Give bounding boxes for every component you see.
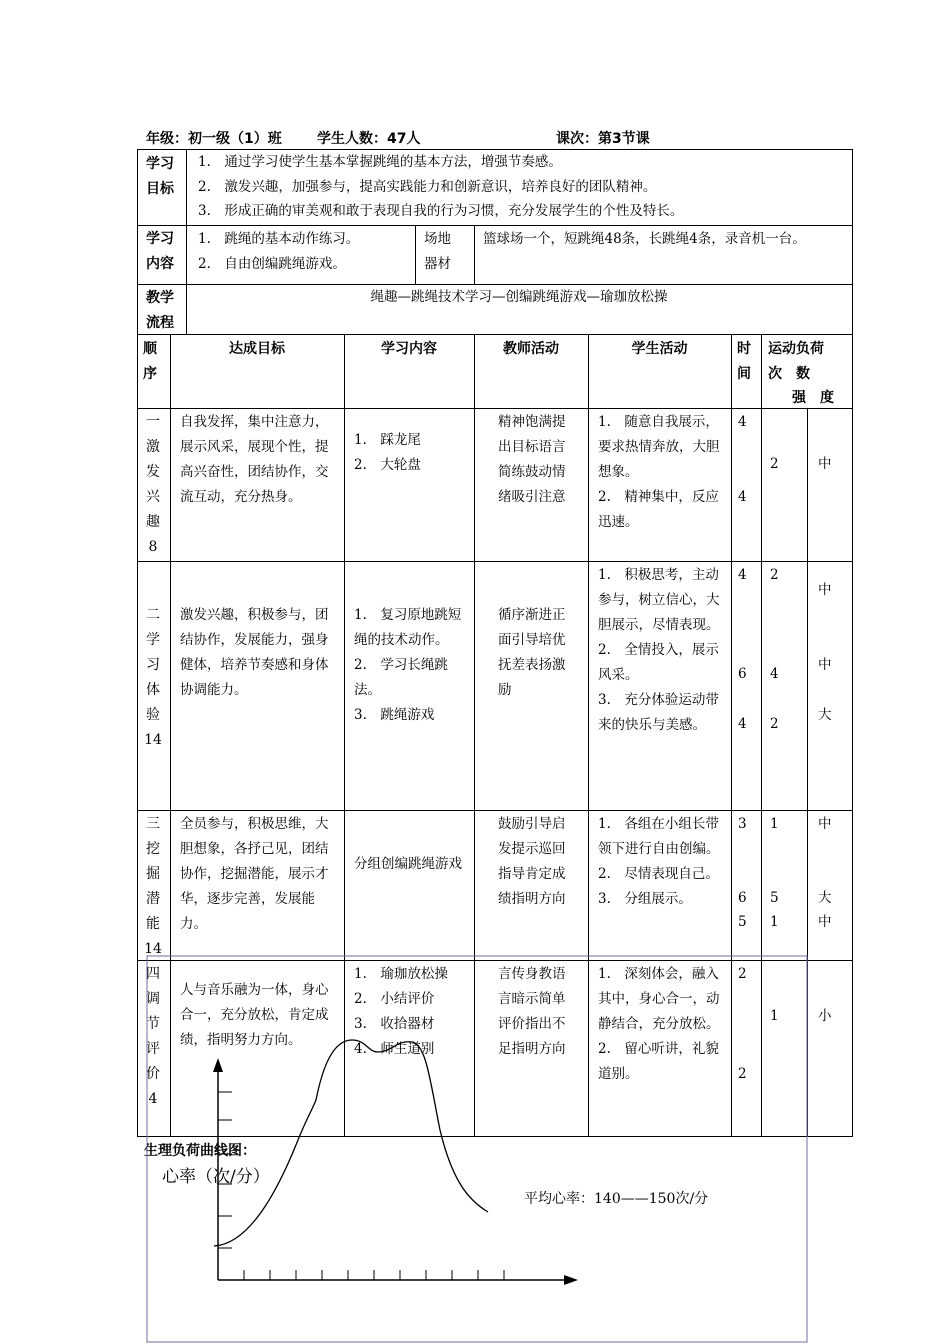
venue-text: 篮球场一个，短跳绳48条，长跳绳4条，录音机一台。 xyxy=(483,231,806,247)
col-teacher: 教师活动 xyxy=(503,341,559,357)
row2-intensity: 中 xyxy=(818,582,832,598)
col-time: 时间 xyxy=(737,341,751,382)
row3-intensity: 中 xyxy=(818,914,832,930)
row2-intensity: 大 xyxy=(818,707,832,723)
row4-student-item: 1. 深刻体会，融入其中，身心合一，动静结合，充分放松。 xyxy=(598,966,720,1032)
col-load-count: 次 数 xyxy=(768,366,810,382)
row2-goal: 激发兴趣，积极参与，团结协作，发展能力，强身健体，培养节奏感和身体协调能力。 xyxy=(180,607,329,698)
row3-student-item: 3. 分组展示。 xyxy=(598,891,692,907)
row2-intensity: 中 xyxy=(818,657,832,673)
col-load-intensity: 强 度 xyxy=(792,390,834,406)
row3-student-item: 2. 尽情表现自己。 xyxy=(598,866,719,882)
curve-title: 生理负荷曲线图： xyxy=(144,1143,256,1159)
row4-count: 1 xyxy=(770,1008,779,1024)
grade-label: 年级：初一级（1）班 xyxy=(146,131,282,147)
row1-intensity: 中 xyxy=(818,456,832,472)
row3-goal: 全员参与，积极思维，大胆想象，各抒己见，团结协作，挖掘潜能，展示才华，逐步完善，发展能力。 xyxy=(180,816,329,932)
row1-time: 4 xyxy=(738,489,747,505)
row2-student-item: 1. 积极思考，主动参与，树立信心，大胆展示，尽情表现。 xyxy=(598,567,720,633)
row3-count: 5 xyxy=(770,890,779,906)
row2-content-item: 1. 复习原地跳短绳的技术动作。 xyxy=(354,607,462,648)
row2-content-item: 3. 跳绳游戏 xyxy=(354,707,435,723)
row4-order: 四调节评价4 xyxy=(146,966,160,1107)
row4-content-item: 4. 师生道别 xyxy=(354,1041,435,1057)
row1-student-item: 2. 精神集中，反应迅速。 xyxy=(598,489,719,530)
y-axis-arrow xyxy=(213,1058,223,1072)
lesson-number: 课次：第3节课 xyxy=(556,131,650,147)
row2-order: 二学习体验14 xyxy=(144,607,162,748)
col-load: 运动负荷 xyxy=(768,341,824,357)
content-label: 学习内容 xyxy=(146,231,174,272)
col-goal: 达成目标 xyxy=(229,341,285,357)
x-axis-arrow xyxy=(564,1275,578,1285)
col-student: 学生活动 xyxy=(631,341,688,357)
col-content: 学习内容 xyxy=(381,341,437,357)
venue-label: 场地器材 xyxy=(424,231,451,272)
col-order: 顺序 xyxy=(143,341,157,382)
row2-content-item: 2. 学习长绳跳法。 xyxy=(354,657,448,698)
row4-student-item: 2. 留心听讲，礼貌道别。 xyxy=(598,1041,719,1082)
row3-student-item: 1. 各组在小组长带领下进行自由创编。 xyxy=(598,816,720,857)
row3-content-item: 分组创编跳绳游戏 xyxy=(354,856,462,872)
row2-time: 4 xyxy=(738,716,747,732)
row1-count: 2 xyxy=(770,456,779,472)
goal-item-1: 1. 通过学习使学生基本掌握跳绳的基本方法，增强节奏感。 xyxy=(198,154,562,170)
row1-content-item: 2. 大轮盘 xyxy=(354,457,421,473)
row4-time: 2 xyxy=(738,966,747,982)
student-count: 学生人数：47人 xyxy=(317,131,421,147)
row3-count: 1 xyxy=(770,816,779,832)
goal-item-3: 3. 形成正确的审美观和敢于表现自我的行为习惯，充分发展学生的个性及特长。 xyxy=(198,203,684,219)
content-item-2: 2. 自由创编跳绳游戏。 xyxy=(198,256,346,272)
row4-content-item: 3. 收拾器材 xyxy=(354,1016,435,1032)
flow-text: 绳趣—跳绳技术学习—创编跳绳游戏—瑜珈放松操 xyxy=(370,289,668,305)
row4-content-item: 1. 瑜珈放松操 xyxy=(354,966,448,982)
content-item-1: 1. 跳绳的基本动作练习。 xyxy=(198,231,360,247)
row3-time: 5 xyxy=(738,914,747,930)
curve-line xyxy=(214,1040,488,1246)
row3-intensity: 中 xyxy=(818,816,832,832)
row1-student-item: 1. 随意自我展示，要求热情奔放，大胆想象。 xyxy=(598,414,720,480)
row2-student-item: 3. 充分体验运动带来的快乐与美感。 xyxy=(598,692,719,733)
curve-frame xyxy=(147,956,807,1342)
goal-item-2: 2. 激发兴趣，加强参与，提高实践能力和创新意识，培养良好的团队精神。 xyxy=(198,179,657,195)
row2-time: 4 xyxy=(738,567,747,583)
row1-time: 4 xyxy=(738,414,747,430)
row2-count: 2 xyxy=(770,567,779,583)
row3-time: 3 xyxy=(738,816,747,832)
x-ticks xyxy=(244,1270,504,1280)
row4-goal: 人与音乐融为一体，身心合一，充分放松，肯定成绩，指明努力方向。 xyxy=(180,982,329,1048)
curve-average: 平均心率：140——150次/分 xyxy=(524,1191,709,1207)
row4-content-item: 2. 小结评价 xyxy=(354,991,435,1007)
row4-intensity: 小 xyxy=(818,1008,832,1024)
goals-label: 学习目标 xyxy=(146,156,174,197)
y-ticks xyxy=(218,1092,232,1248)
row3-count: 1 xyxy=(770,914,779,930)
row4-teacher: 言传身教语言暗示简单评价指出不足指明方向 xyxy=(498,966,566,1057)
row1-order: 一激发兴趣8 xyxy=(146,414,160,555)
row1-teacher: 精神饱满提出目标语言简练鼓动情绪吸引注意 xyxy=(498,414,566,505)
row3-time: 6 xyxy=(738,890,747,906)
row2-student-item: 2. 全情投入，展示风采。 xyxy=(598,642,719,683)
row2-count: 4 xyxy=(770,666,779,682)
row2-time: 6 xyxy=(738,666,747,682)
row1-goal: 自我发挥，集中注意力，展示风采，展现个性，提高兴奋性，团结协作，交流互动，充分热身。 xyxy=(180,414,329,505)
flow-label: 教学流程 xyxy=(146,290,174,331)
row1-content-item: 1. 踩龙尾 xyxy=(354,432,421,448)
row3-order: 三挖掘潜能14 xyxy=(144,816,162,957)
row2-teacher: 循序渐进正面引导培优抚差表扬激励 xyxy=(498,607,566,698)
row4-time: 2 xyxy=(738,1066,747,1082)
row3-teacher: 鼓励引导启发提示巡回指导肯定成绩指明方向 xyxy=(498,816,566,907)
curve-ylabel: 心率（次/分） xyxy=(162,1167,270,1187)
row2-count: 2 xyxy=(770,716,779,732)
row3-intensity: 大 xyxy=(818,890,832,906)
